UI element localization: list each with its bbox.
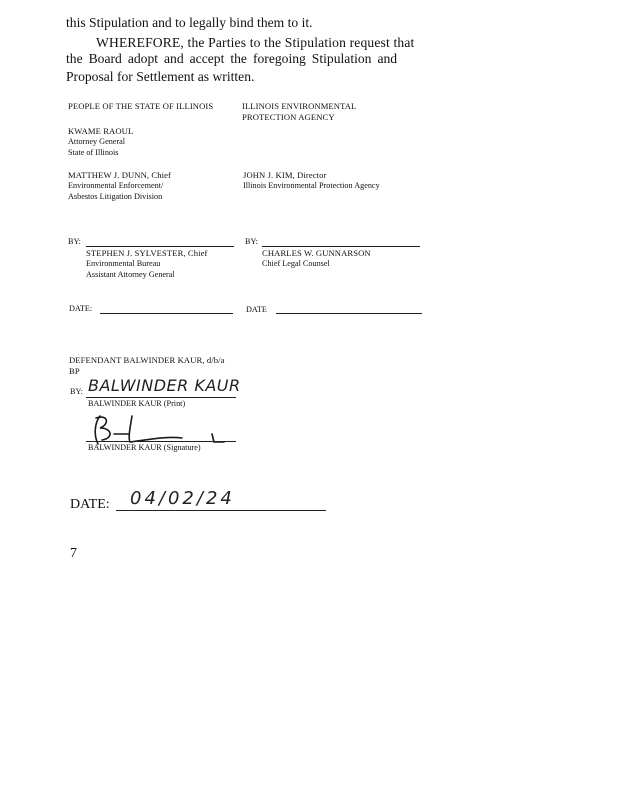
chief-name: MATTHEW J. DUNN, Chief	[68, 170, 172, 180]
right-party-heading-line2: PROTECTION AGENCY	[242, 112, 335, 122]
left-date-line	[100, 313, 233, 314]
left-by-label: BY:	[68, 237, 81, 246]
right-date-line	[276, 313, 422, 314]
chief-dept-line1: Environmental Enforcement/	[68, 181, 164, 190]
right-signer-title: Chief Legal Counsel	[262, 259, 330, 268]
left-signer-title: Assistant Attorney General	[86, 270, 175, 279]
body-line-4: Proposal for Settlement as written.	[66, 69, 255, 84]
body-line-2: WHEREFORE, the Parties to the Stipulation request that	[96, 35, 415, 50]
attorney-state: State of Illinois	[68, 148, 119, 157]
body-line-1: this Stipulation and to legally bind them to it.	[66, 15, 313, 30]
defendant-signature-caption: BALWINDER KAUR (Signature)	[88, 443, 201, 452]
handwritten-print-name: BALWINDER KAUR	[88, 376, 241, 395]
right-signer-name: CHARLES W. GUNNARSON	[262, 248, 371, 258]
defendant-date-line	[116, 510, 326, 511]
left-date-label: DATE:	[69, 304, 93, 313]
attorney-title: Attorney General	[68, 137, 126, 146]
chief-dept-line2: Asbestos Litigation Division	[68, 192, 163, 201]
defendant-print-caption: BALWINDER KAUR (Print)	[88, 399, 186, 408]
defendant-signature-line	[86, 441, 236, 442]
right-signature-line	[262, 246, 420, 247]
page-number: 7	[70, 546, 77, 561]
right-by-label: BY:	[245, 237, 258, 246]
right-party-heading-line1: ILLINOIS ENVIRONMENTAL	[242, 101, 357, 111]
left-signer-bureau: Environmental Bureau	[86, 259, 161, 268]
director-name: JOHN J. KIM, Director	[243, 170, 327, 180]
defendant-date-label: DATE:	[70, 497, 110, 512]
left-signature-line	[86, 246, 234, 247]
defendant-by-label: BY:	[70, 387, 83, 396]
handwritten-date: 04/02/24	[130, 488, 235, 509]
left-party-heading: PEOPLE OF THE STATE OF ILLINOIS	[68, 101, 214, 111]
defendant-heading-line1: DEFENDANT BALWINDER KAUR, d/b/a	[69, 355, 225, 365]
attorney-name: KWAME RAOUL	[68, 126, 134, 136]
body-line-3: the Board adopt and accept the foregoing Stipulation and	[66, 51, 398, 66]
defendant-print-line	[86, 397, 236, 398]
right-date-label: DATE	[246, 305, 267, 314]
defendant-heading-line2: BP	[69, 366, 80, 376]
left-signer-name: STEPHEN J. SYLVESTER, Chief	[86, 248, 208, 258]
director-agency: Illinois Environmental Protection Agency	[243, 181, 380, 190]
